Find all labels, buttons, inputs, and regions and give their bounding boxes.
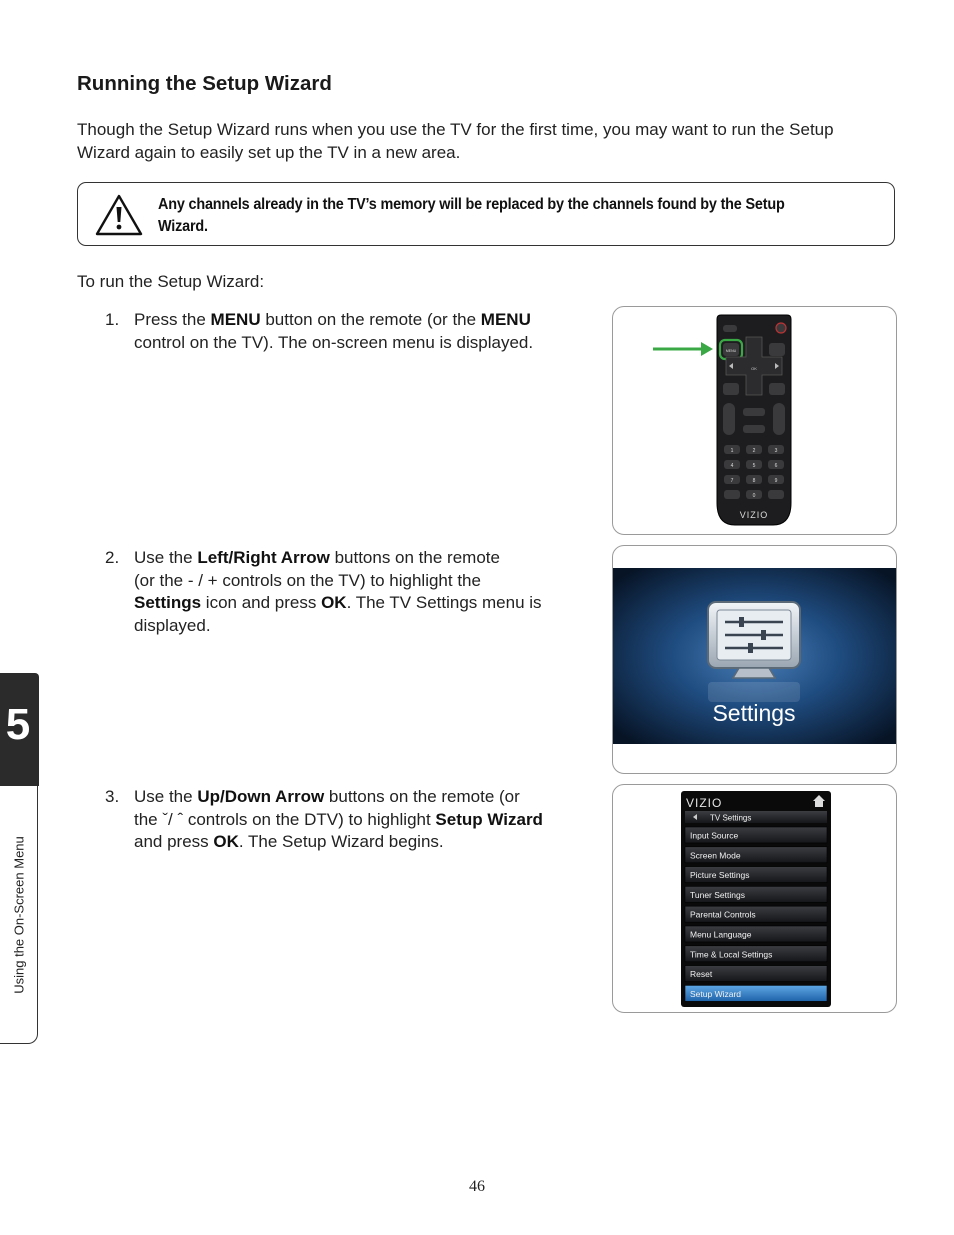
menu-title: TV Settings: [710, 813, 752, 823]
menu-item-label: Menu Language: [690, 929, 752, 940]
step-number: 3.: [105, 787, 120, 806]
svg-text:MENU: MENU: [725, 349, 737, 353]
section-title: Running the Setup Wizard: [77, 72, 332, 95]
vizio-logo: VIZIO: [739, 510, 769, 520]
warning-text: Any channels already in the TV’s memory will be replaced by the channels found by the Setup Wizard.: [158, 196, 785, 235]
menu-item-label: Reset: [690, 969, 713, 980]
page-number: 46: [469, 1178, 485, 1195]
menu-item[interactable]: [685, 867, 827, 883]
svg-text:2: 2: [752, 448, 756, 454]
svg-text:6: 6: [774, 463, 778, 469]
warning-icon: [94, 193, 144, 237]
menu-item-label: Tuner Settings: [690, 889, 745, 900]
menu-item[interactable]: [685, 847, 827, 863]
instructions-lead: To run the Setup Wizard:: [77, 272, 265, 291]
menu-image-panel: [612, 784, 897, 1013]
menu-item-label: Picture Settings: [690, 870, 750, 881]
svg-text:4: 4: [730, 463, 734, 469]
menu-item-label: Parental Controls: [690, 909, 756, 920]
svg-text:9: 9: [774, 478, 778, 484]
svg-text:5: 5: [752, 463, 756, 469]
menu-item[interactable]: [685, 886, 827, 902]
remote-image-panel: [612, 306, 897, 535]
chapter-label: Using the On-Screen Menu: [11, 836, 27, 994]
intro-paragraph: Though the Setup Wizard runs when you use the TV for the first time, you may want to run the Setup Wizard again to easily set up the TV in a new area.: [77, 120, 834, 162]
tv-settings-menu: [613, 785, 897, 1013]
menu-item-label: Time & Local Settings: [690, 949, 773, 960]
svg-text:7: 7: [730, 478, 734, 484]
settings-image-panel: [612, 545, 897, 774]
arrow-head-icon: [701, 342, 713, 356]
menu-item-label: Input Source: [690, 830, 739, 841]
settings-illustration: [613, 546, 897, 774]
step-number: 1.: [105, 310, 120, 329]
menu-item[interactable]: [685, 926, 827, 942]
menu-item[interactable]: [685, 827, 827, 843]
warning-note: [77, 182, 895, 246]
settings-label: Settings: [712, 700, 796, 726]
menu-item[interactable]: [685, 946, 827, 962]
svg-text:8: 8: [752, 478, 756, 484]
menu-item[interactable]: [685, 966, 827, 982]
chapter-number: 5: [5, 700, 31, 749]
menu-item[interactable]: [685, 985, 827, 1001]
menu-item[interactable]: [685, 906, 827, 922]
svg-text:0: 0: [752, 493, 756, 499]
svg-text:1: 1: [730, 448, 734, 454]
remote-illustration: [613, 307, 897, 535]
menu-brand: VIZIO: [686, 796, 723, 810]
svg-text:OK: OK: [751, 366, 757, 371]
menu-item-label: Setup Wizard: [690, 988, 742, 999]
step-number: 2.: [105, 548, 120, 567]
svg-text:3: 3: [774, 448, 778, 454]
menu-item-label: Screen Mode: [690, 850, 741, 861]
